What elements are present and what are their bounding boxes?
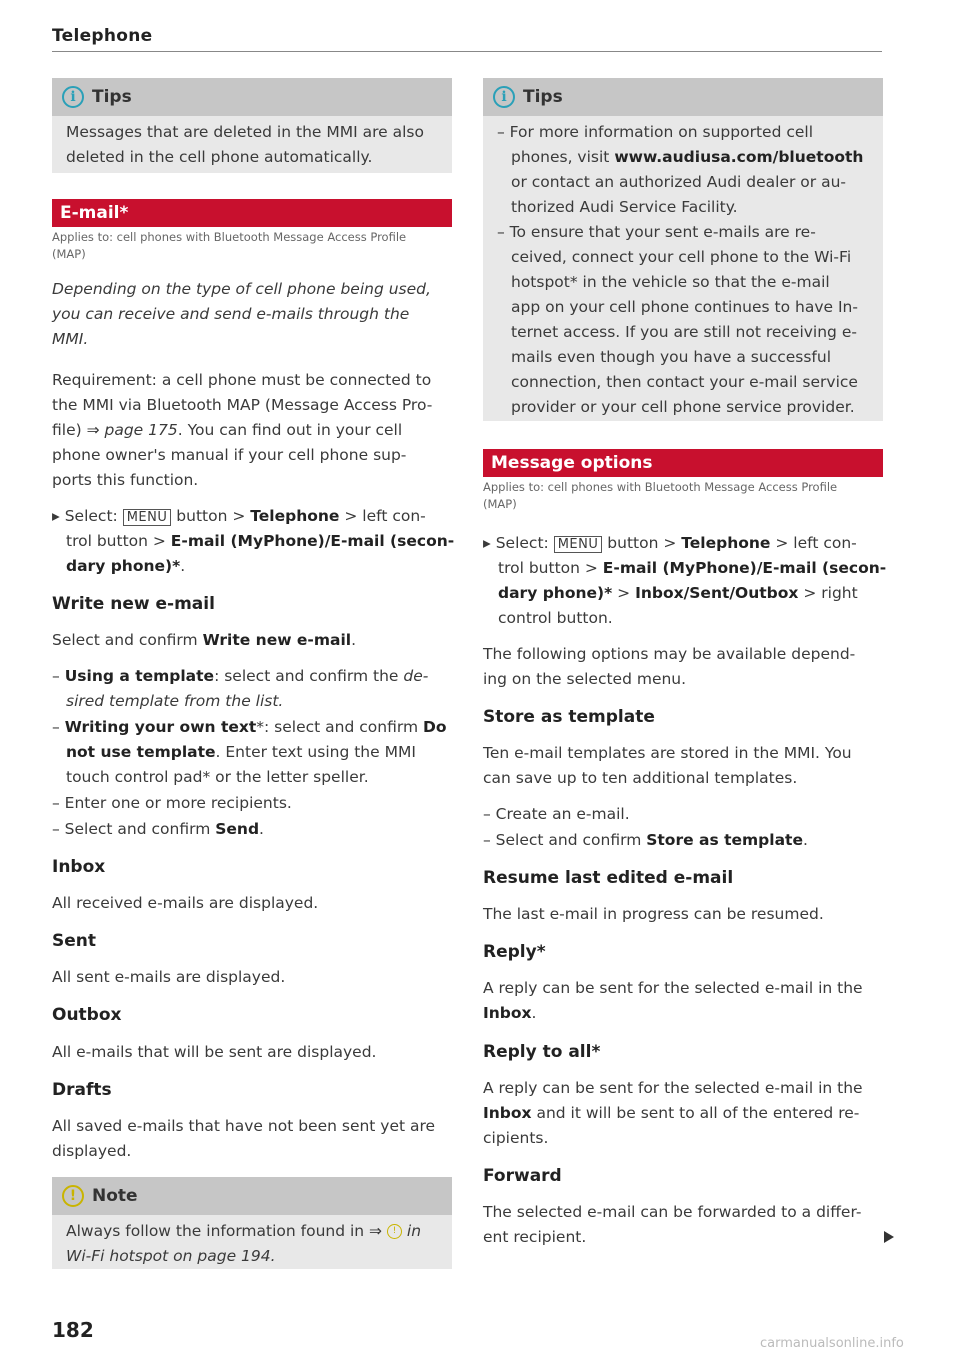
info-icon: i [62, 86, 84, 108]
continue-arrow-icon [884, 1231, 894, 1243]
tips-title: Tips [523, 87, 563, 107]
step-text: > left con- [339, 507, 426, 525]
tip-line: thorized Audi Service Facility. [511, 198, 738, 216]
write-item [52, 817, 264, 842]
forward-text: ent recipient. [483, 1228, 587, 1246]
intro-line: you can receive and send e-mails through the [52, 305, 410, 323]
write-item-cont: sired template from the list. [66, 692, 284, 710]
heading-reply: Reply* [483, 942, 546, 962]
url-link[interactable]: www.audiusa.com/bluetooth [614, 148, 864, 166]
options-text: ing on the selected menu. [483, 670, 687, 688]
inbox-text: All received e-mails are displayed. [52, 894, 319, 912]
write-item [52, 715, 446, 740]
tip-line: mails even though you have a successful [511, 348, 832, 366]
applies-to-note [52, 229, 406, 263]
tips-header [483, 78, 883, 116]
tip-line: connection, then contact your e-mail service [511, 373, 858, 391]
bold-text: Write new e-mail [202, 631, 352, 649]
replyall-text: A reply can be sent for the selected e-mail in the [483, 1079, 863, 1097]
tips-box-right [483, 78, 883, 421]
applies-line: Applies to: cell phones with Bluetooth Message Access Profile [52, 230, 407, 244]
req-line: ports this function. [52, 471, 199, 489]
requirement-paragraph [52, 368, 452, 493]
step-text: > left con- [770, 534, 857, 552]
store-text: Ten e-mail templates are stored in the MMI. You [483, 744, 852, 762]
note-title: Note [92, 1186, 138, 1206]
select-step-line [66, 554, 185, 579]
write-item [52, 664, 428, 689]
step-bold: dary phone)* [498, 584, 613, 602]
text: . [531, 1004, 537, 1022]
tip-line: or contact an authorized Audi dealer or au- [511, 173, 846, 191]
replyall-text: cipients. [483, 1129, 549, 1147]
step-text: trol button > [66, 532, 171, 550]
text: – Select and confirm [483, 831, 647, 849]
text: – Select and confirm [52, 820, 216, 838]
replyall-text [483, 1101, 859, 1126]
step-text: > right [798, 584, 858, 602]
bold-text: Send [215, 820, 260, 838]
bold-text: Inbox [483, 1004, 532, 1022]
tips-box-left [52, 78, 452, 173]
italic-text: in [406, 1222, 422, 1240]
tip-line: app on your cell phone continues to have In- [511, 298, 858, 316]
tip-line: provider or your cell phone service provider. [511, 398, 855, 416]
page-ref-link[interactable]: page 175 [104, 421, 178, 439]
step-text: . [180, 557, 186, 575]
step-bold: Telephone [681, 534, 771, 552]
write-item-cont [66, 740, 416, 765]
tips-title: Tips [92, 87, 132, 107]
step-text: trol button > [498, 559, 603, 577]
bold-text: Using a template [64, 667, 215, 685]
intro-line: Depending on the type of cell phone being used, [52, 280, 431, 298]
select-step-line [52, 504, 426, 530]
select-step-line [483, 531, 857, 557]
email-intro [52, 277, 452, 352]
tip-line: – For more information on supported cell [497, 123, 814, 141]
step-text: > [612, 584, 636, 602]
tips-header [52, 78, 452, 116]
text: and it will be sent to all of the entered re- [531, 1104, 860, 1122]
req-line: Requirement: a cell phone must be connected to [52, 371, 432, 389]
menu-key-label: MENU [554, 536, 603, 553]
heading-resume-last-edited: Resume last edited e-mail [483, 868, 734, 888]
tip-line [497, 145, 869, 170]
tips-text-line: Messages that are deleted in the MMI are also [66, 123, 424, 141]
header-divider [52, 51, 882, 52]
write-item: – Enter one or more recipients. [52, 794, 292, 812]
step-text: button > [602, 534, 682, 552]
bold-text: Writing your own text [64, 718, 257, 736]
req-line: phone owner's manual if your cell phone sup- [52, 446, 407, 464]
heading-store-as-template: Store as template [483, 707, 655, 727]
forward-text: The selected e-mail can be forwarded to a differ- [483, 1203, 862, 1221]
note-line: Wi-Fi hotspot on page 194. [66, 1247, 276, 1265]
req-line: the MMI via Bluetooth MAP (Message Access Pro- [52, 396, 433, 414]
resume-text: The last e-mail in progress can be resumed. [483, 905, 824, 923]
heading-sent: Sent [52, 931, 97, 951]
select-step-line [498, 581, 858, 606]
page-header-title: Telephone [52, 26, 153, 46]
warning-icon: ! [387, 1224, 402, 1239]
step-bold: E-mail (MyPhone)/E-mail (secon- [602, 559, 887, 577]
section-title-message-options: Message options [483, 449, 883, 477]
text: Select and confirm [52, 631, 203, 649]
info-icon: i [493, 86, 515, 108]
tip-line: ternet access. If you are still not receiving e- [511, 323, 857, 341]
text: . [802, 831, 808, 849]
step-text: ▸ Select: [52, 507, 123, 525]
heading-inbox: Inbox [52, 857, 106, 877]
italic-text: de- [403, 667, 429, 685]
select-step-line [498, 556, 886, 581]
text: Always follow the information found in ⇒ [66, 1222, 387, 1240]
tip-line: hotspot* in the vehicle so that the e-mail [511, 273, 830, 291]
text: : select and confirm the [214, 667, 404, 685]
reply-text [483, 1001, 536, 1026]
warning-icon: ! [62, 1185, 84, 1207]
outbox-text: All e-mails that will be sent are displayed. [52, 1043, 377, 1061]
text: . Enter text using the MMI [215, 743, 416, 761]
step-bold: dary phone)* [66, 557, 181, 575]
intro-line: MMI. [52, 330, 89, 348]
text: phones, visit [511, 148, 615, 166]
bold-text: Store as template [646, 831, 803, 849]
applies-line: Applies to: cell phones with Bluetooth Message Access Profile [483, 480, 838, 494]
applies-line: (MAP) [52, 247, 86, 261]
req-text: . You can find out in your cell [177, 421, 403, 439]
heading-reply-to-all: Reply to all* [483, 1042, 601, 1062]
heading-write-new-email: Write new e-mail [52, 594, 215, 614]
req-arrow: file) ⇒ [52, 421, 105, 439]
tips-text-line: deleted in the cell phone automatically. [66, 148, 373, 166]
store-text: can save up to ten additional templates. [483, 769, 798, 787]
text: . [351, 631, 357, 649]
applies-line: (MAP) [483, 497, 517, 511]
req-line [52, 418, 452, 443]
dash: – [52, 667, 65, 685]
tip-line: ceived, connect your cell phone to the Wi-Fi [511, 248, 852, 266]
bold-text: Do [422, 718, 447, 736]
step-bold: E-mail (MyPhone)/E-mail (secon- [170, 532, 455, 550]
applies-to-note [483, 479, 837, 513]
menu-key-label: MENU [123, 509, 172, 526]
heading-outbox: Outbox [52, 1005, 122, 1025]
note-header [52, 1177, 452, 1215]
sent-text: All sent e-mails are displayed. [52, 968, 286, 986]
select-step-line [66, 529, 454, 554]
bold-text: not use template [66, 743, 216, 761]
step-bold: Inbox/Sent/Outbox [635, 584, 799, 602]
options-text: The following options may be available depend- [483, 645, 856, 663]
drafts-text: All saved e-mails that have not been sent yet are [52, 1117, 436, 1135]
heading-drafts: Drafts [52, 1080, 112, 1100]
note-box [52, 1177, 452, 1269]
step-bold: Telephone [250, 507, 340, 525]
reply-text: A reply can be sent for the selected e-mail in the [483, 979, 863, 997]
step-text: button > [171, 507, 251, 525]
drafts-text: displayed. [52, 1142, 132, 1160]
section-title-email: E-mail* [52, 199, 452, 227]
store-item: – Create an e-mail. [483, 805, 630, 823]
page-number: 182 [52, 1318, 94, 1342]
text: . [259, 820, 264, 838]
write-item-cont: touch control pad* or the letter speller. [66, 768, 369, 786]
note-line [66, 1219, 438, 1244]
store-item [483, 828, 808, 853]
dash: – [52, 718, 65, 736]
step-text: ▸ Select: [483, 534, 554, 552]
heading-forward: Forward [483, 1166, 562, 1186]
tip-line: – To ensure that your sent e-mails are re- [497, 223, 816, 241]
select-step-line: control button. [498, 609, 613, 627]
bold-text: Inbox [483, 1104, 532, 1122]
text: *: select and confirm [256, 718, 423, 736]
write-line [52, 628, 356, 653]
watermark: carmanualsonline.info [760, 1336, 904, 1351]
